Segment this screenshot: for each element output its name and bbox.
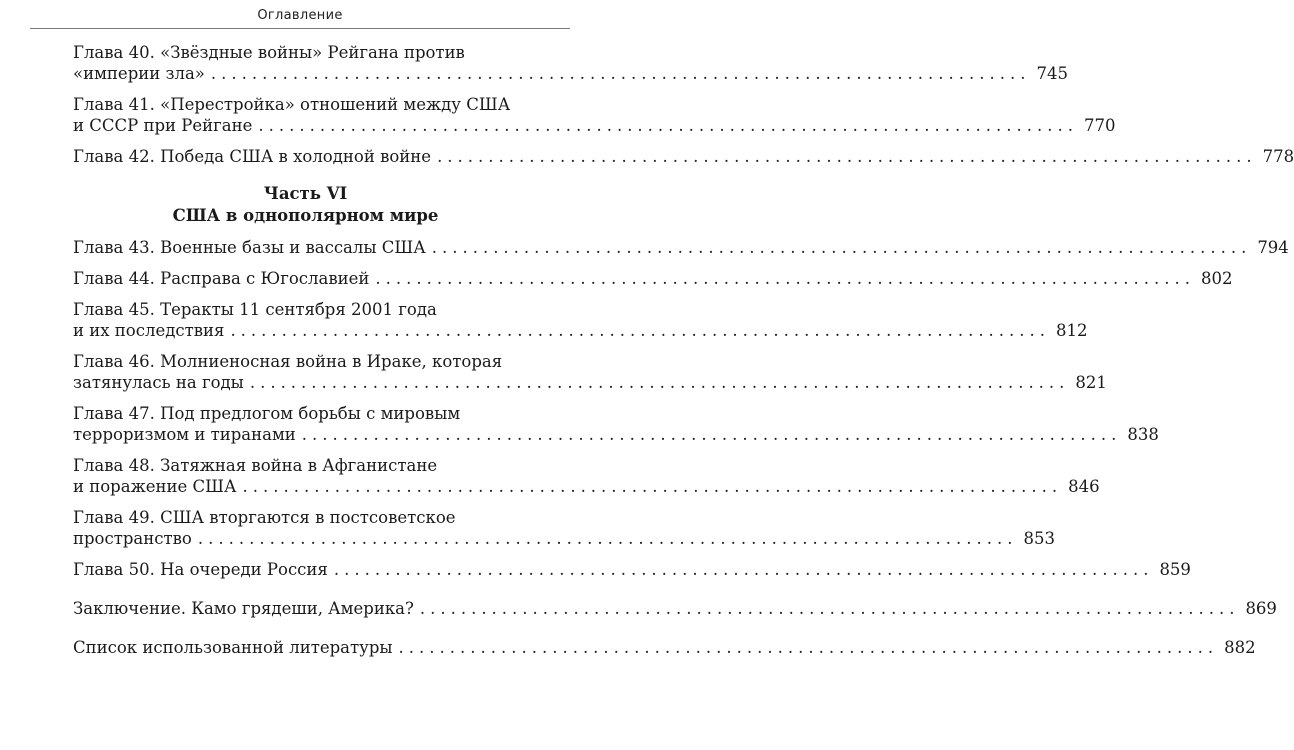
toc-entry-title-text: затянулась на годы (73, 373, 244, 392)
toc-entry-last-line (73, 237, 1289, 258)
toc-page-number: 846 (1068, 477, 1100, 496)
toc-entry-title-line: Глава 47. Под предлогом борьбы с мировым (73, 404, 461, 423)
chapter-group-1 (73, 42, 1294, 167)
header-rule (30, 28, 570, 29)
toc-entry-title-text: Глава 43. Военные базы и вассалы США (73, 238, 426, 257)
toc-entry-title-text: Глава 50. На очереди Россия (73, 560, 328, 579)
toc-entry-last-line (73, 268, 1233, 289)
dot-leader: ................................................................................ (301, 425, 1122, 444)
toc-entry-last-line (73, 146, 1294, 167)
toc-entry[interactable] (73, 146, 1294, 167)
toc-entry-title-line: Глава 46. Молниеносная война в Ираке, которая (73, 352, 503, 371)
toc-page-number: 745 (1036, 64, 1068, 83)
toc-entry-last-line (73, 528, 1055, 549)
toc-entry-title-line: Глава 49. США вторгаются в постсоветское (73, 508, 456, 527)
dot-leader: ................................................................................ (242, 477, 1063, 496)
dot-leader: ................................................................................ (210, 64, 1031, 83)
toc-entry-last-line (73, 320, 1088, 341)
toc-page-number: 882 (1224, 638, 1256, 657)
toc-page-number: 778 (1262, 147, 1294, 166)
dot-leader: ................................................................................ (375, 269, 1196, 288)
toc-entry-title-line: Глава 45. Теракты 11 сентября 2001 года (73, 300, 437, 319)
toc-page-number: 853 (1023, 529, 1055, 548)
toc-entry[interactable] (73, 455, 1100, 497)
toc-entry[interactable] (73, 351, 1107, 393)
toc-entry-title-text: Глава 42. Победа США в холодной войне (73, 147, 432, 166)
toc-entry[interactable] (73, 268, 1233, 289)
toc-entry-title-line: Глава 48. Затяжная война в Афганистане (73, 456, 438, 475)
chapter-group-2 (73, 237, 1289, 580)
dot-leader: ................................................................................ (197, 529, 1018, 548)
toc-entry-title-text: Глава 44. Расправа с Югославией (73, 269, 370, 288)
toc-entry-last-line (73, 598, 1277, 619)
toc-entry[interactable] (73, 598, 1277, 619)
toc-entry-title-line: Глава 41. «Перестройка» отношений между США (73, 95, 511, 114)
toc-page-number: 859 (1159, 560, 1191, 579)
back-matter-group (73, 598, 1277, 658)
toc-entry-title-text: терроризмом и тиранами (73, 425, 296, 444)
toc-entry[interactable] (73, 507, 1055, 549)
dot-leader: ................................................................................ (431, 238, 1252, 257)
toc-page-number: 802 (1201, 269, 1233, 288)
dot-leader: ................................................................................ (437, 147, 1257, 166)
dot-leader: ................................................................................ (230, 321, 1051, 340)
toc-entry-title-text: и поражение США (73, 477, 237, 496)
toc-page-number: 770 (1083, 116, 1116, 135)
toc-entry-title-text: пространство (73, 529, 192, 548)
toc-entry[interactable] (73, 237, 1289, 258)
toc-entry[interactable] (73, 42, 1068, 84)
toc-entry-title-line: Глава 40. «Звёздные войны» Рейгана против (73, 43, 465, 62)
toc-entry-title-text: и их последствия (73, 321, 225, 340)
toc-page-number: 812 (1056, 321, 1088, 340)
toc-entry-last-line (73, 63, 1068, 84)
part-title: США в однополярном мире (172, 206, 439, 225)
dot-leader: ................................................................................ (258, 116, 1078, 135)
toc-entry-last-line (73, 115, 1116, 136)
dot-leader: ................................................................................ (398, 638, 1219, 657)
toc-page-number: 821 (1075, 373, 1107, 392)
toc-entry-last-line (73, 476, 1100, 497)
running-header: Оглавление (257, 8, 343, 23)
toc-page-number: 794 (1257, 238, 1289, 257)
toc-entry[interactable] (73, 299, 1088, 341)
toc-entry-last-line (73, 372, 1107, 393)
toc-entry[interactable] (73, 637, 1256, 658)
toc-page-number: 838 (1127, 425, 1159, 444)
dot-leader: ................................................................................ (249, 373, 1070, 392)
toc-entry-title-text: Заключение. Камо грядеши, Америка? (73, 599, 414, 618)
toc-entry-title-text: «империи зла» (73, 64, 205, 83)
part-number: Часть VI (263, 184, 348, 203)
toc-entry[interactable] (73, 559, 1191, 580)
table-of-contents (73, 42, 1294, 658)
toc-entry-last-line (73, 424, 1159, 445)
toc-entry[interactable] (73, 403, 1159, 445)
toc-entry-last-line (73, 559, 1191, 580)
dot-leader: ................................................................................ (333, 560, 1154, 579)
dot-leader: ................................................................................ (419, 599, 1240, 618)
toc-entry-last-line (73, 637, 1256, 658)
toc-entry-title-text: и СССР при Рейгане (73, 116, 253, 135)
toc-entry-title-text: Список использованной литературы (73, 638, 393, 657)
toc-page-number: 869 (1245, 599, 1277, 618)
toc-entry[interactable] (73, 94, 1116, 136)
